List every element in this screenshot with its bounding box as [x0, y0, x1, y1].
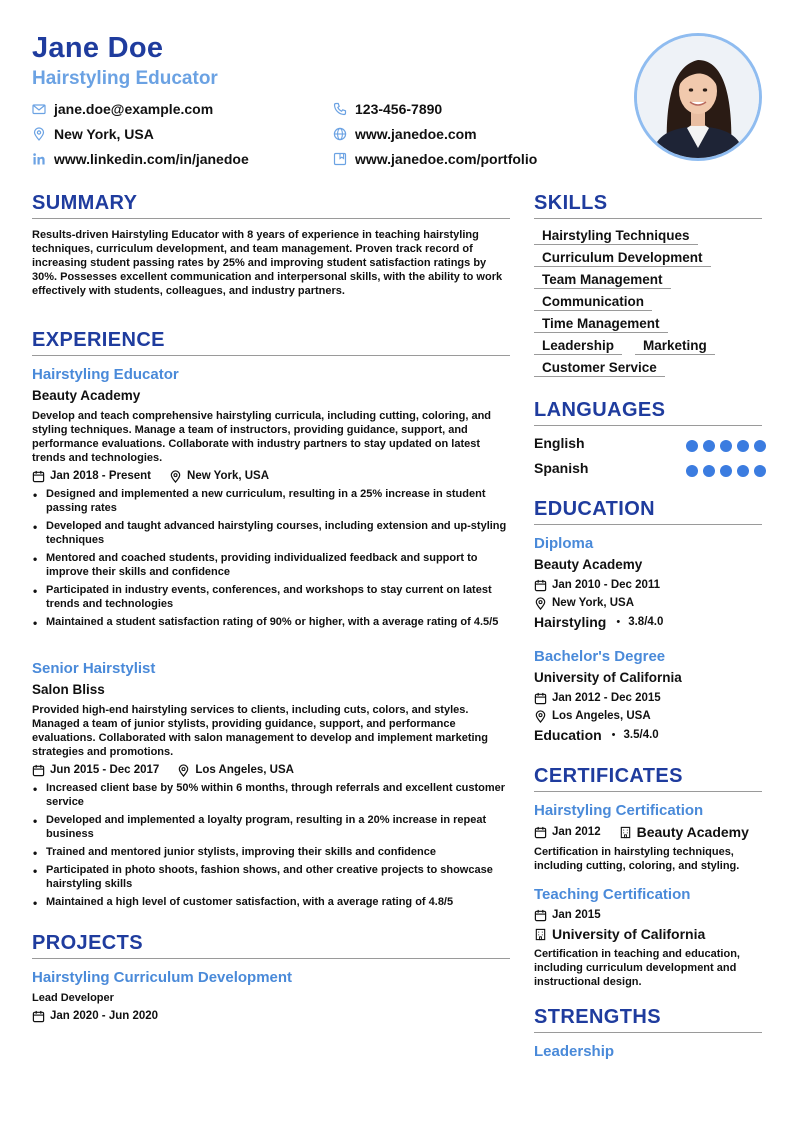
strengths-heading: STRENGTHS	[534, 1006, 661, 1028]
project-dates: Jan 2020 - Jun 2020	[50, 1010, 159, 1022]
envelope-icon	[32, 102, 46, 116]
skill-tag: Curriculum Development	[534, 250, 711, 267]
level-dot	[720, 465, 732, 477]
strength-item: Leadership	[534, 1043, 615, 1060]
phone-icon	[333, 102, 347, 116]
education-gpa: 3.8/4.0	[628, 616, 664, 628]
language-name: English	[534, 435, 585, 451]
contact-phone-text: 123-456-7890	[355, 101, 443, 117]
level-dot	[737, 440, 749, 452]
language-level	[686, 440, 766, 452]
portrait-illustration	[637, 36, 759, 158]
project-role: Lead Developer	[32, 992, 114, 1004]
linkedin-icon	[32, 152, 46, 166]
job-meta	[32, 763, 294, 777]
skill-tag: Communication	[534, 294, 652, 311]
contact-portfolio[interactable]	[333, 150, 537, 168]
level-dot	[686, 440, 698, 452]
strengths-divider	[534, 1032, 762, 1033]
location-pin-icon	[32, 127, 46, 141]
location-pin-icon	[177, 764, 190, 777]
job-dates: Jan 2018 - Present	[50, 470, 152, 482]
certificate-issuer: University of California	[552, 926, 706, 942]
calendar-icon	[534, 579, 547, 592]
certificate-date-row	[534, 908, 601, 922]
job-achievements	[32, 781, 510, 913]
candidate-name: Jane Doe	[32, 32, 164, 64]
calendar-icon	[32, 764, 45, 777]
summary-heading: SUMMARY	[32, 192, 138, 214]
list-item: • Increased client base by 50% within 6 months, through referrals and excellent customer service	[32, 781, 510, 809]
language-name: Spanish	[534, 460, 589, 476]
certificate-date: Jan 2015	[552, 909, 601, 921]
education-dates-row	[534, 691, 661, 705]
location-pin-icon	[169, 470, 182, 483]
job-meta	[32, 469, 269, 483]
profile-photo	[634, 33, 762, 161]
education-school: University of California	[534, 670, 682, 685]
level-dot	[754, 440, 766, 452]
list-item: • Mentored and coached students, providing individualized feedback and support to improve their skills and confidence	[32, 551, 510, 579]
certificate-issuer-row	[534, 926, 705, 942]
certificate-issuer: Beauty Academy	[636, 824, 749, 840]
experience-heading: EXPERIENCE	[32, 329, 165, 351]
education-location-row	[534, 596, 634, 610]
certificate-description: Certification in hairstyling techniques, including cutting, coloring, and styling.	[534, 846, 740, 872]
education-divider	[534, 524, 762, 525]
contact-location-text: New York, USA	[54, 126, 154, 142]
skill-tag: Time Management	[534, 316, 668, 333]
job-description: Develop and teach comprehensive hairstyling curricula, including cutting, coloring, and styling techniques. Manage a team of instructors, providing guidance, support, and performance evaluations. Collaborate with industry partners to stay updated on latest trends and technologies.	[32, 410, 492, 464]
certificate-title: Hairstyling Certification	[534, 802, 704, 819]
contact-linkedin-text: www.linkedin.com/in/janedoe	[54, 151, 249, 167]
certificate-title: Teaching Certification	[534, 886, 691, 903]
calendar-icon	[32, 470, 45, 483]
education-dates: Jan 2012 - Dec 2015	[552, 692, 661, 704]
job-location: New York, USA	[187, 470, 270, 482]
job-dates: Jun 2015 - Dec 2017	[50, 764, 160, 776]
job-achievements	[32, 487, 510, 633]
separator-dot: •	[616, 616, 621, 628]
education-location: New York, USA	[552, 597, 635, 609]
building-icon	[619, 826, 632, 839]
project-title: Hairstyling Curriculum Development	[32, 969, 293, 986]
location-pin-icon	[534, 597, 547, 610]
job-description: Provided high-end hairstyling services to clients, including cuts, colors, and styles. Managed a team of junior stylists, providing guidance, support, and performance evaluations. Collaborated with salon management to develop and implement marketing strategies and promotions.	[32, 704, 488, 758]
portfolio-icon	[333, 152, 347, 166]
list-item: • Developed and implemented a loyalty program, resulting in a 20% increase in repeat business	[32, 813, 510, 841]
education-dates: Jan 2010 - Dec 2011	[552, 579, 661, 591]
education-field: Education	[534, 727, 602, 743]
education-grade	[534, 614, 663, 630]
education-heading: EDUCATION	[534, 498, 656, 520]
summary-divider	[32, 218, 510, 219]
projects-heading: PROJECTS	[32, 932, 144, 954]
skill-tag: Leadership	[534, 338, 622, 355]
education-location-row	[534, 709, 651, 723]
candidate-title: Hairstyling Educator	[32, 68, 218, 89]
language-level	[686, 465, 766, 477]
certificates-heading: CERTIFICATES	[534, 765, 683, 787]
list-item: • Participated in photo shoots, fashion shows, and other creative projects to showcase hairstyling skills	[32, 863, 510, 891]
list-item: • Maintained a high level of customer satisfaction, with a average rating of 4.8/5	[32, 895, 510, 909]
projects-divider	[32, 958, 510, 959]
skill-tag: Marketing	[635, 338, 715, 355]
contact-phone[interactable]	[333, 100, 442, 118]
education-degree: Diploma	[534, 535, 594, 552]
contact-email-text: jane.doe@example.com	[54, 101, 214, 117]
building-icon	[534, 928, 547, 941]
list-item: • Maintained a student satisfaction rating of 90% or higher, with a average rating of 4.5/5	[32, 615, 510, 629]
calendar-icon	[534, 826, 547, 839]
certificate-description: Certification in teaching and education, including curriculum development and instructional design.	[534, 948, 740, 988]
location-pin-icon	[534, 710, 547, 723]
contact-email[interactable]	[32, 100, 213, 118]
level-dot	[703, 465, 715, 477]
job-title: Senior Hairstylist	[32, 660, 156, 677]
education-school: Beauty Academy	[534, 557, 643, 572]
summary-text: Results-driven Hairstyling Educator with 8 years of experience in teaching hairstyling techniques, curriculum development, and team management. Proven track record of increasing student passing rates by 25% and improving student satisfaction ratings by 30%. Possesses excellent communication and interpersonal skills, with the ability to work effectively with students, colleagues, and industry partners.	[32, 229, 503, 297]
contact-website-text: www.janedoe.com	[355, 126, 477, 142]
education-gpa: 3.5/4.0	[623, 729, 659, 741]
level-dot	[720, 440, 732, 452]
skill-tag: Customer Service	[534, 360, 665, 377]
languages-heading: LANGUAGES	[534, 399, 666, 421]
list-item: • Developed and taught advanced hairstyling courses, including extension and up-styling techniques	[32, 519, 510, 547]
certificate-date: Jan 2012	[552, 826, 601, 838]
project-meta	[32, 1009, 158, 1023]
certificate-meta	[534, 824, 749, 840]
contact-website[interactable]	[333, 125, 477, 143]
education-dates-row	[534, 578, 660, 592]
skills-heading: SKILLS	[534, 192, 608, 214]
contact-linkedin[interactable]	[32, 150, 249, 168]
list-item: • Trained and mentored junior stylists, improving their skills and confidence	[32, 845, 510, 859]
level-dot	[703, 440, 715, 452]
education-degree: Bachelor's Degree	[534, 648, 666, 665]
contact-location	[32, 125, 154, 143]
list-item: • Participated in industry events, conferences, and workshops to stay current on latest trends and technologies	[32, 583, 510, 611]
list-item: • Designed and implemented a new curriculum, resulting in a 25% increase in student passing rates	[32, 487, 510, 515]
level-dot	[737, 465, 749, 477]
job-company: Beauty Academy	[32, 388, 141, 403]
certificates-divider	[534, 791, 762, 792]
education-field: Hairstyling	[534, 614, 607, 630]
globe-icon	[333, 127, 347, 141]
languages-divider	[534, 425, 762, 426]
contact-portfolio-text: www.janedoe.com/portfolio	[355, 151, 538, 167]
experience-divider	[32, 355, 510, 356]
job-company: Salon Bliss	[32, 682, 105, 697]
education-grade	[534, 727, 659, 743]
calendar-icon	[534, 909, 547, 922]
job-title: Hairstyling Educator	[32, 366, 179, 383]
skills-divider	[534, 218, 762, 219]
calendar-icon	[32, 1010, 45, 1023]
level-dot	[754, 465, 766, 477]
skill-tag: Hairstyling Techniques	[534, 228, 698, 245]
education-location: Los Angeles, USA	[552, 710, 651, 722]
calendar-icon	[534, 692, 547, 705]
separator-dot: •	[611, 729, 616, 741]
skill-tag: Team Management	[534, 272, 671, 289]
level-dot	[686, 465, 698, 477]
job-location: Los Angeles, USA	[195, 764, 294, 776]
